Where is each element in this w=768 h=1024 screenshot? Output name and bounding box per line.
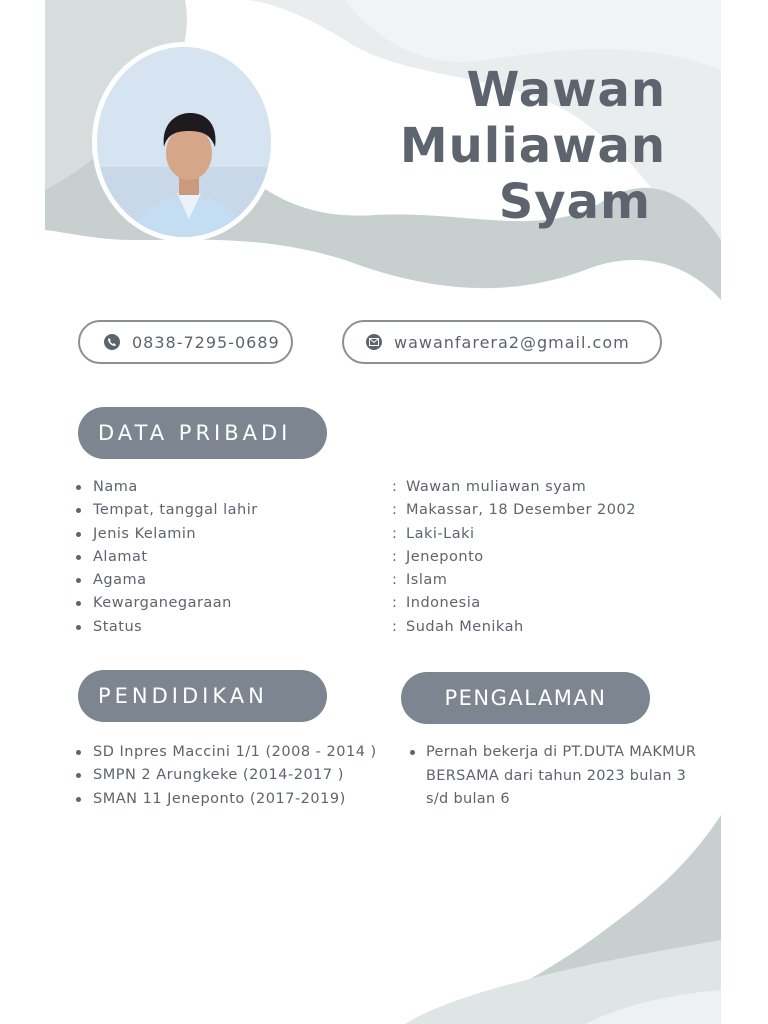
name-middle: Muliawan [399, 118, 666, 174]
name-first: Wawan [466, 62, 666, 118]
email-address: wawanfarera2@gmail.com [394, 332, 630, 352]
value-row: : Indonesia [392, 595, 481, 612]
list-item: Tempat, tanggal lahir [75, 499, 258, 522]
experience-heading: PENGALAMAN [401, 672, 650, 724]
list-item: Agama [75, 569, 258, 592]
list-item: SMAN 11 Jeneponto (2017-2019) [75, 788, 377, 811]
email-pill[interactable] [342, 320, 662, 364]
value-row: : Makassar, 18 Desember 2002 [392, 502, 636, 519]
value-row: : Laki-Laki [392, 525, 475, 542]
list-item: SMPN 2 Arungkeke (2014-2017 ) [75, 764, 377, 787]
value-text: Indonesia [406, 595, 481, 612]
name-last: Syam [498, 174, 651, 230]
personal-labels-list [75, 476, 258, 639]
phone-icon [104, 334, 120, 350]
experience-item: Pernah bekerja di PT.DUTA MAKMUR BERSAMA dari tahun 2023 bulan 3 s/d bulan 6 [408, 741, 708, 812]
education-list [75, 741, 377, 811]
value-text: Laki-Laki [406, 525, 475, 542]
phone-number: 0838-7295-0689 [132, 332, 280, 352]
value-text: Makassar, 18 Desember 2002 [406, 502, 636, 519]
value-text: Sudah Menikah [406, 618, 524, 635]
list-item: Kewarganegaraan [75, 592, 258, 615]
value-row: : Sudah Menikah [392, 618, 524, 635]
mail-icon [366, 334, 382, 350]
value-text: Jeneponto [406, 548, 484, 565]
value-text: Islam [406, 572, 448, 589]
phone-pill[interactable] [78, 320, 293, 364]
list-item: SD Inpres Maccini 1/1 (2008 - 2014 ) [75, 741, 377, 764]
value-text: Wawan muliawan syam [406, 479, 587, 495]
personal-values-list [392, 476, 636, 639]
education-heading: PENDIDIKAN [78, 670, 327, 722]
list-item: Alamat [75, 546, 258, 569]
list-item: Status [75, 616, 258, 639]
list-item: Nama [75, 476, 258, 499]
cv-page [45, 0, 721, 1024]
value-row: : Jeneponto [392, 548, 484, 565]
profile-photo [92, 42, 276, 242]
value-row: : Islam [392, 572, 448, 589]
personal-data-heading: DATA PRIBADI [78, 407, 327, 459]
value-row: : Wawan muliawan syam [392, 479, 587, 495]
list-item: Jenis Kelamin [75, 523, 258, 546]
